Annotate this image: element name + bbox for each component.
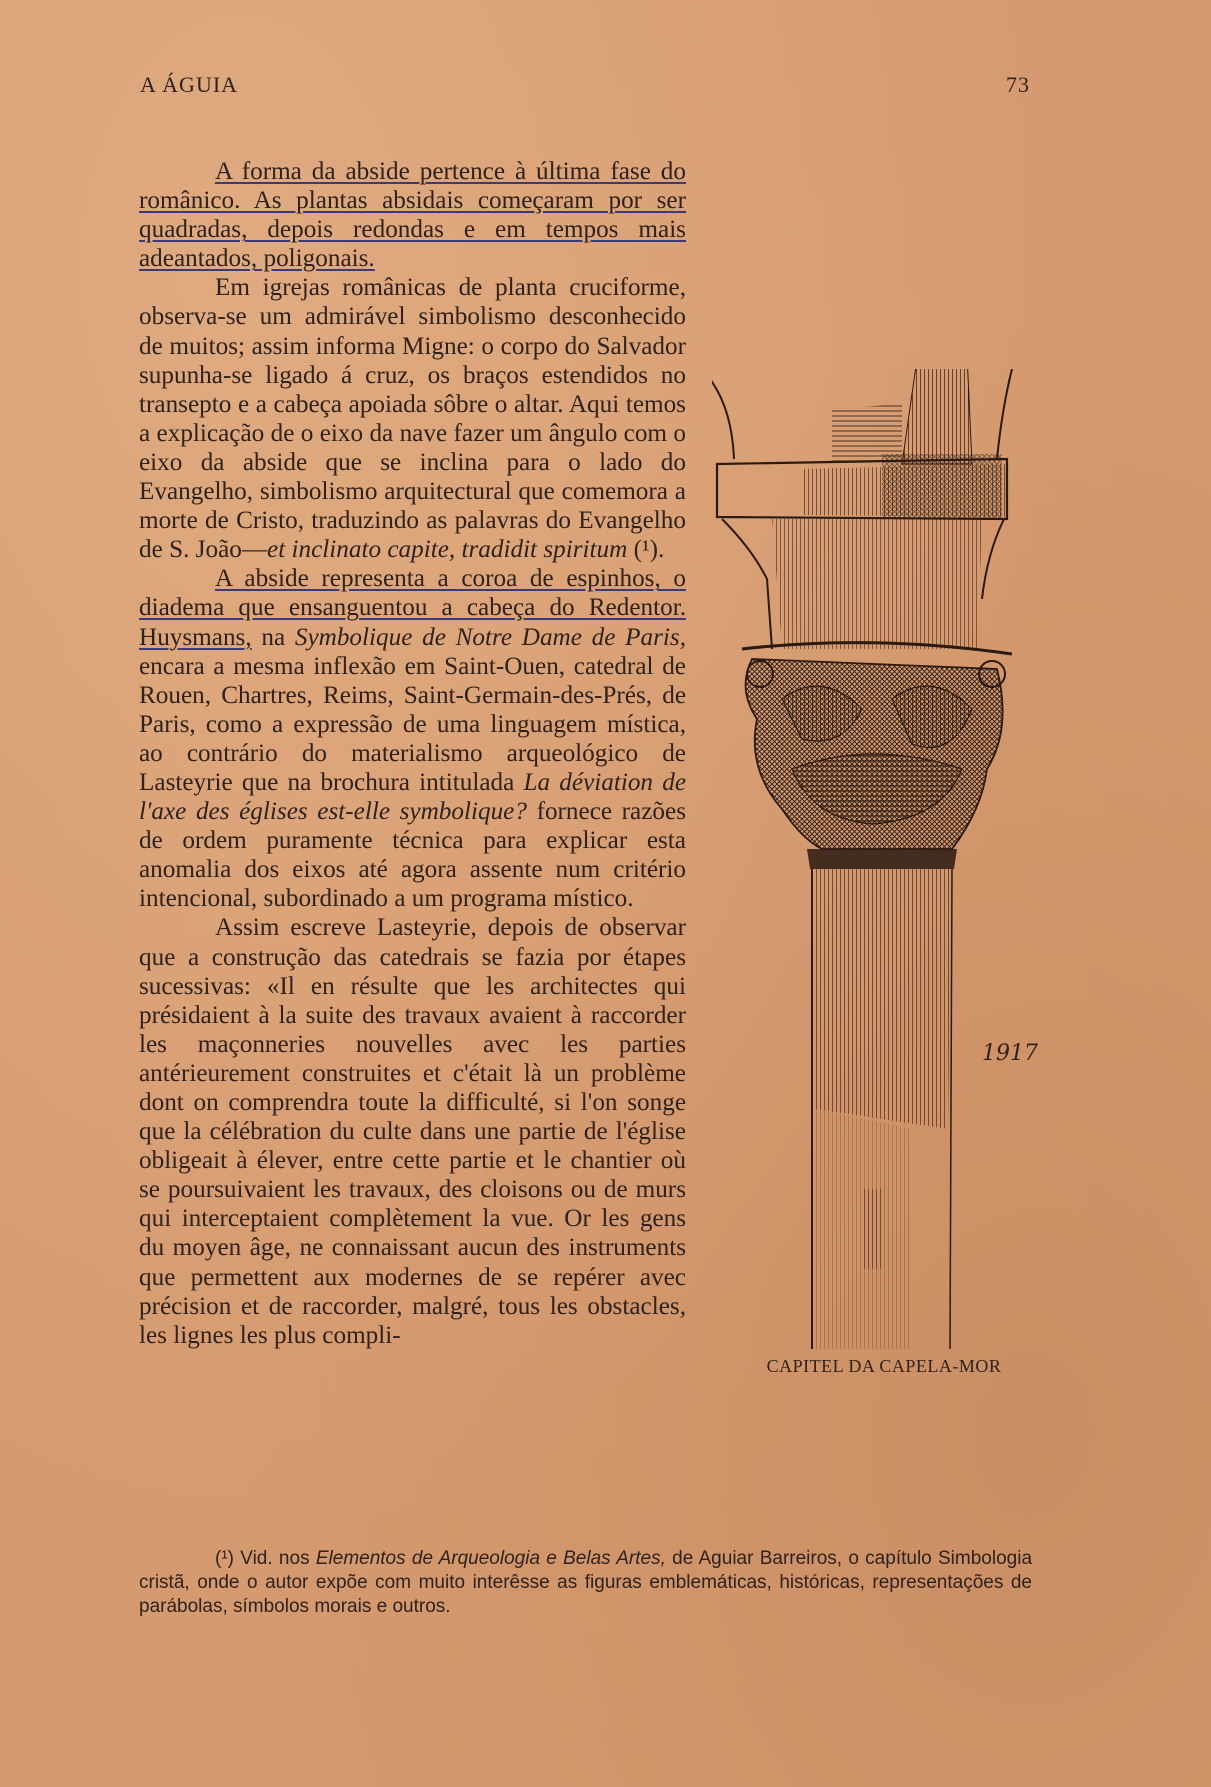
artist-signature: 1917	[982, 1041, 1038, 1066]
page-number: 73	[1006, 72, 1030, 97]
capital-drawing	[712, 369, 1042, 1349]
journal-title: A ÁGUIA	[140, 72, 239, 97]
footnote-book-title: Elementos de Arqueologia e Belas Artes,	[315, 1548, 666, 1569]
capital-illustration	[712, 369, 1042, 1379]
paragraph-3: A abside representa a coroa de espinhos, o diadema que ensanguentou a cabeça do Redentor. Huysmans, na Symbolique de Notre Dame de Paris, encara a mesma inflexão em Saint-Ouen, catedral de Rouen, Chartres, Reims, Saint-Germain-des-Prés, de Paris, como a expressão de uma linguagem mística, ao contrário do materialismo arqueológico de Lasteyrie que na brochura intitulada La déviation de l'axe des églises est-elle symbolique? fornece razões de ordem puramente técnica para explicar esta anomalia dos eixos até agora assente num critério intencional, subordinado a um programa místico.	[139, 565, 687, 913]
latin-quote: et inclinato capite, tradidit spiritum	[267, 536, 628, 564]
footnote: (¹) Vid. nos Elementos de Arqueologia e Belas Artes, de Aguiar Barreiros, o capítulo Simbologia cristã, onde o autor expõe com muito interêsse as figuras emblemáticas, históricas, representações de parábolas, símbolos morais e outros.	[139, 1548, 1033, 1617]
running-head	[140, 72, 1030, 102]
paragraph-1: A forma da abside pertence à última fase do românico. As plantas absidais começaram por ser quadradas, depois redondas e em tempos mais adeantados, poligonais.	[139, 158, 686, 273]
body-text	[139, 157, 1038, 1379]
figure-caption: CAPITEL DA CAPELA-MOR	[766, 1356, 1002, 1376]
footnote-mark: (¹)	[215, 1548, 234, 1569]
paragraph-4: Assim escreve Lasteyrie, depois de observar que a construção das catedrais se fazia por étapes sucessivas: «Il en résulte que les architectes qui présidaient à la suite des travaux avaient à raccorder les maçonneries nouvelles avec les parties antérieurement construites et c'était là un problème dont on comprendra toute la difficulté, si l'on songe que la célébration du culte dans une partie de l'église obligeait à élever, entre cette partie et le chantier où se poursuivaient les travaux, des cloisons ou de murs qui interceptaient complètement la vue. Or les gens du moyen âge, ne connaissant aucun des instruments que permettent aux modernes de se repérer avec précision et de raccorder, malgré, tous les obstacles, les lignes les plus compli-	[139, 914, 686, 1349]
book-title-lasteyrie: La déviation de l'axe des églises est-elle symbolique?	[139, 768, 687, 826]
paragraph-2: Em igrejas românicas de planta cruciforme, observa-se um admirável simbolismo desconhecido de muitos; assim informa Migne: o corpo do Salvador supunha-se ligado á cruz, os braços estendidos no transepto e a cabeça apoiada sôbre o altar. Aqui temos a explicação de o eixo da nave fazer um ângulo com o eixo da abside que se inclina para o lado do Evangelho, simbolismo arquitectural que comemora a morte de Cristo, traduzindo as palavras do Evangelho de S. João—et inclinato capite, tradidit spiritum (¹).	[139, 274, 686, 564]
book-title-huysmans: Symbolique de Notre Dame de Paris,	[294, 623, 686, 651]
